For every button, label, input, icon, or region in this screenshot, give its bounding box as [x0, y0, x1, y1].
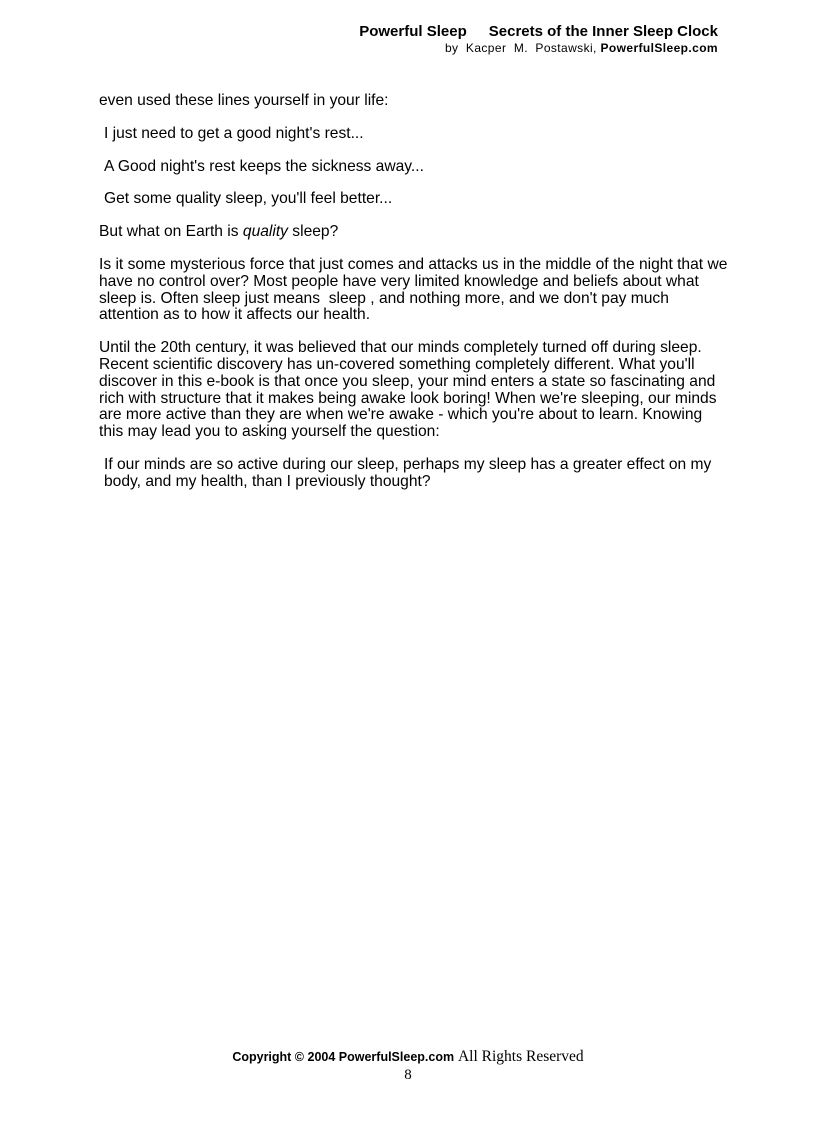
header-title — [359, 22, 718, 41]
author-byline: by Kacper M. Postawski, — [444, 41, 601, 55]
quality-question-start: But what on Earth is — [99, 223, 243, 241]
page-number: 8 — [404, 1067, 412, 1083]
quality-emphasis: quality — [242, 223, 288, 241]
quote-sickness-away: A Good night's rest keeps the sickness away... — [104, 157, 424, 175]
page-header — [359, 22, 718, 55]
paragraph-quality-question — [99, 224, 729, 241]
copyright-line — [0, 1047, 816, 1066]
page-body — [99, 92, 732, 507]
paragraph-20th-century: Until the 20th century, it was believed that our minds completely turned off during sleep. Recent scientific discovery has un-covered something completely different. What you'll discover in this e-book is that once you sleep, your mind enters a state so fascinating and rich with structure that it makes being awake look boring! When we're sleeping, our minds are more active than they are when we're awake - which you're about to learn. Knowing this may lead you to asking yourself the question: — [99, 339, 717, 441]
series-title: Powerful Sleep — [359, 23, 467, 40]
quote-active-minds: If our minds are so active during our sleep, perhaps my sleep has a greater effect on my body, and my health, than I previously thought? — [104, 455, 712, 490]
header-byline — [359, 41, 718, 55]
paragraph-mysterious-force: Is it some mysterious force that just comes and attacks us in the middle of the night that we have no control over? Most people have very limited knowledge and beliefs about what sleep is. Often sleep just means sleep , and nothing more, and we don't pay much attention as to how it affects our health. — [99, 255, 732, 324]
copyright-text: Copyright © 2004 PowerfulSleep.com — [232, 1050, 455, 1064]
page-footer — [0, 1047, 816, 1084]
quote-good-nights-rest: I just need to get a good night's rest... — [104, 124, 364, 142]
site-name: PowerfulSleep.com — [600, 41, 718, 55]
quality-question-end: sleep? — [287, 223, 339, 241]
quote-quality-sleep: Get some quality sleep, you'll feel better... — [104, 190, 393, 208]
rights-text: All Rights Reserved — [457, 1048, 584, 1065]
book-title: Secrets of the Inner Sleep Clock — [488, 23, 718, 40]
paragraph-intro: even used these lines yourself in your life: — [99, 92, 389, 109]
